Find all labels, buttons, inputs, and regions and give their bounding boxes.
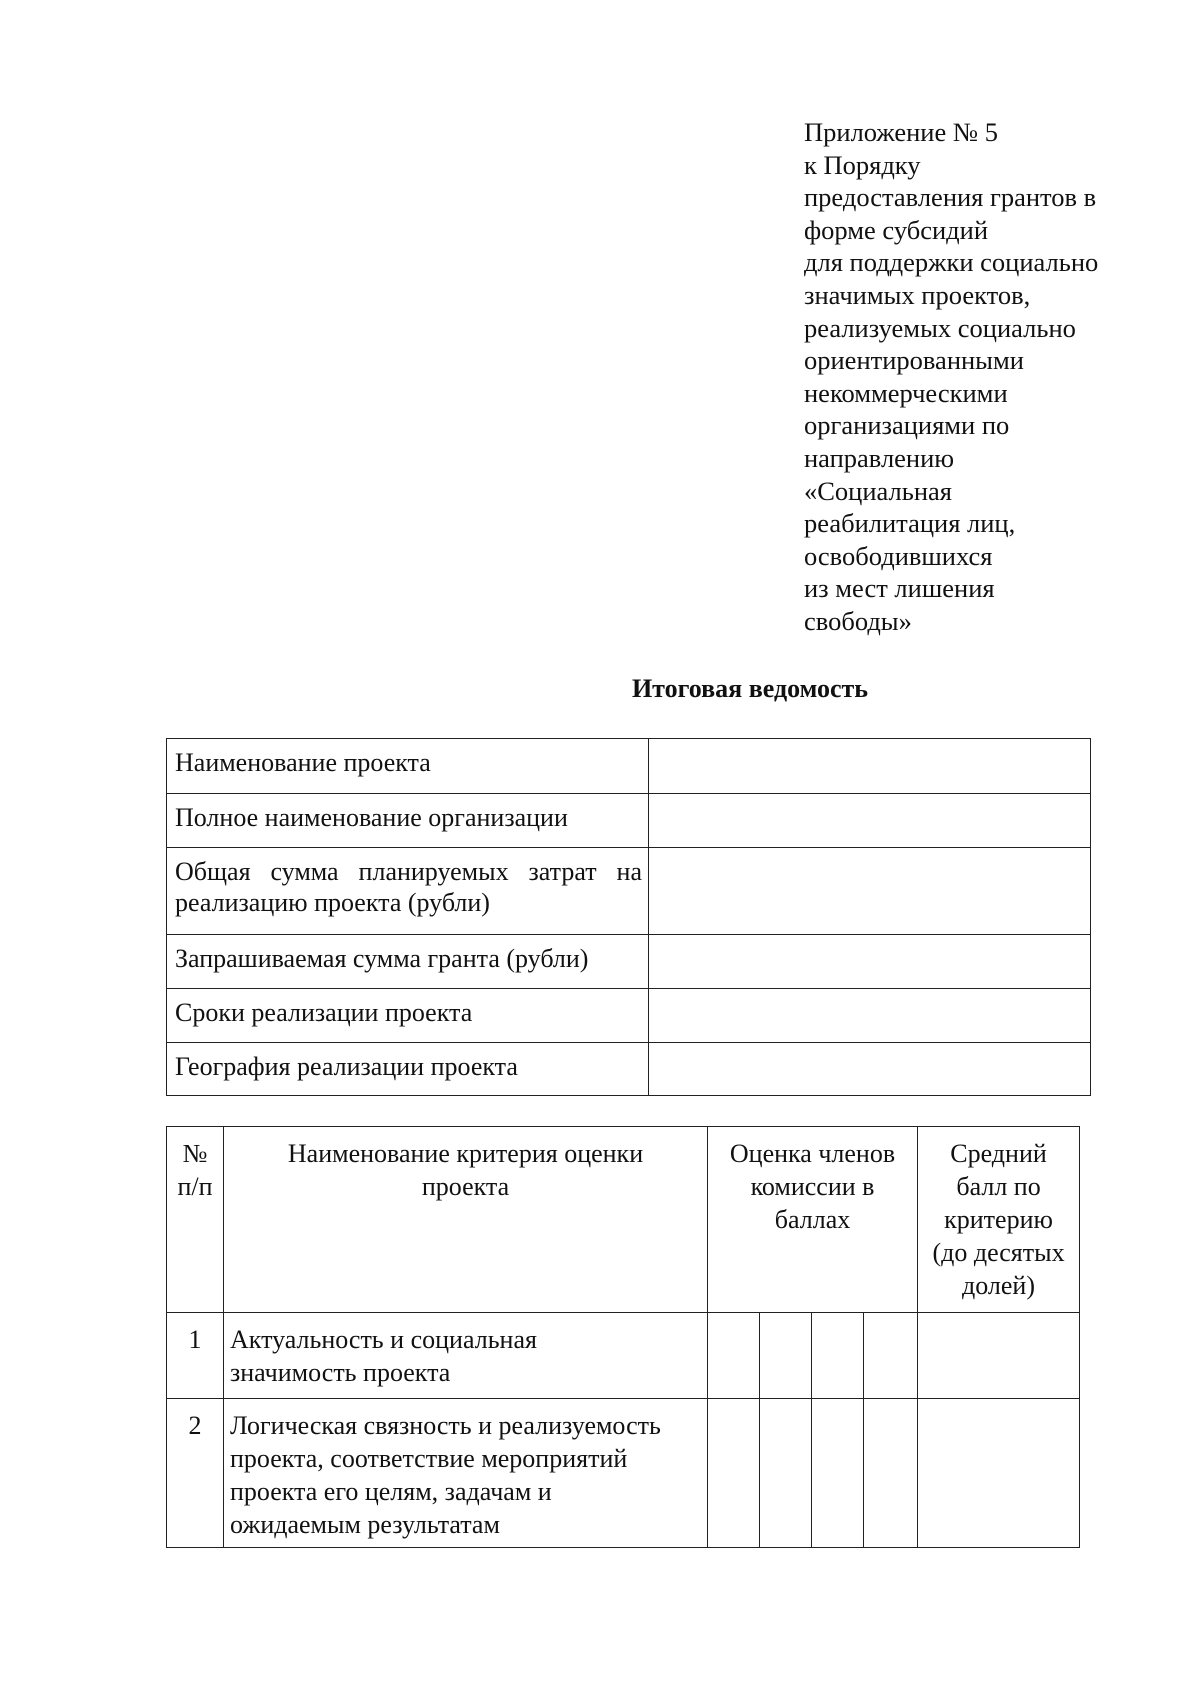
appendix-line: «Социальная xyxy=(804,475,952,506)
appendix-line: освободившихся xyxy=(804,540,993,571)
criteria-name-line: значимость проекта xyxy=(230,1358,451,1387)
appendix-line: значимых проектов, xyxy=(804,279,1031,310)
appendix-line: некоммерческими xyxy=(804,377,1008,408)
header-avg-line: балл по xyxy=(956,1172,1041,1201)
header-score-line: Оценка членов xyxy=(729,1139,896,1168)
criteria-row xyxy=(167,1399,1080,1548)
info-label xyxy=(167,935,649,989)
info-label-line: Запрашиваемая сумма гранта (рубли) xyxy=(175,944,589,973)
appendix-line: организациями по xyxy=(804,410,1010,441)
document-title: Итоговая ведомость xyxy=(631,674,869,703)
info-value-field[interactable] xyxy=(649,848,1091,935)
info-value-field[interactable] xyxy=(649,794,1091,848)
header-avg-line: Средний xyxy=(950,1139,1047,1168)
info-label-line: реализацию проекта (рубли) xyxy=(175,888,490,917)
info-label-line: Сроки реализации проекта xyxy=(175,998,473,1027)
header-avg-line: долей) xyxy=(962,1271,1036,1300)
appendix-line: Приложение № 5 xyxy=(804,117,999,147)
info-row-geography xyxy=(167,1043,1091,1096)
header-name-line: проекта xyxy=(421,1172,510,1201)
info-row-timeline xyxy=(167,989,1091,1043)
criteria-row-name xyxy=(224,1399,708,1548)
info-label xyxy=(167,739,649,794)
appendix-line: для поддержки социально xyxy=(804,247,1099,278)
appendix-line: свободы» xyxy=(804,605,912,636)
criteria-row xyxy=(167,1313,1080,1399)
info-row-grant-amount xyxy=(167,935,1091,989)
info-value-field[interactable] xyxy=(649,739,1091,794)
header-num-line: п/п xyxy=(177,1172,213,1201)
info-label xyxy=(167,989,649,1043)
header-avg-line: (до десятых xyxy=(932,1238,1065,1267)
criteria-row-number: 2 xyxy=(167,1399,224,1548)
header-num xyxy=(167,1127,224,1313)
info-label-line: Наименование проекта xyxy=(175,748,431,777)
appendix-line: ориентированными xyxy=(804,345,1024,376)
info-label xyxy=(167,794,649,848)
info-row-total-cost xyxy=(167,848,1091,935)
header-avg-line: критерию xyxy=(944,1205,1053,1234)
info-row-organization xyxy=(167,794,1091,848)
criteria-name-line: проекта, соответствие мероприятий xyxy=(230,1444,628,1473)
header-num-line: № xyxy=(182,1139,208,1168)
appendix-line: форме субсидий xyxy=(804,214,989,245)
score-cell[interactable] xyxy=(760,1313,812,1399)
appendix-line: реализуемых социально xyxy=(804,312,1076,343)
info-label-line: География реализации проекта xyxy=(175,1052,518,1081)
score-cell[interactable] xyxy=(708,1313,760,1399)
info-label-line: Общая сумма планируемых затрат на xyxy=(175,857,642,886)
appendix-header xyxy=(804,116,1144,638)
score-cell[interactable] xyxy=(864,1399,918,1548)
info-label-line: Полное наименование организации xyxy=(175,803,568,832)
info-label xyxy=(167,848,649,935)
header-commission-scores xyxy=(708,1127,918,1313)
criteria-name-line: ожидаемым результатам xyxy=(230,1510,500,1539)
info-row-project-name xyxy=(167,739,1091,794)
info-value-field[interactable] xyxy=(649,989,1091,1043)
project-info-table xyxy=(166,738,1091,1096)
criteria-name-line: Актуальность и социальная xyxy=(230,1325,537,1354)
average-score-cell[interactable] xyxy=(918,1313,1080,1399)
criteria-name-line: Логическая связность и реализуемость xyxy=(230,1411,661,1440)
appendix-line: из мест лишения xyxy=(804,573,995,604)
appendix-line: реабилитация лиц, xyxy=(804,508,1016,539)
score-cell[interactable] xyxy=(708,1399,760,1548)
average-score-cell[interactable] xyxy=(918,1399,1080,1548)
score-cell[interactable] xyxy=(760,1399,812,1548)
criteria-row-number: 1 xyxy=(167,1313,224,1399)
score-cell[interactable] xyxy=(864,1313,918,1399)
appendix-line: к Порядку xyxy=(804,149,921,180)
header-name-line: Наименование критерия оценки xyxy=(287,1139,644,1168)
info-value-field[interactable] xyxy=(649,1043,1091,1096)
score-cell[interactable] xyxy=(812,1313,864,1399)
appendix-line: направлению xyxy=(804,442,955,473)
info-value-field[interactable] xyxy=(649,935,1091,989)
score-cell[interactable] xyxy=(812,1399,864,1548)
criteria-row-name xyxy=(224,1313,708,1399)
header-score-line: баллах xyxy=(774,1205,851,1234)
criteria-table xyxy=(166,1126,1080,1548)
appendix-line: предоставления грантов в xyxy=(804,182,1097,213)
header-score-line: комиссии в xyxy=(750,1172,875,1201)
header-criterion-name xyxy=(224,1127,708,1313)
header-average-score xyxy=(918,1127,1080,1313)
criteria-name-line: проекта его целям, задачам и xyxy=(230,1477,552,1506)
info-label xyxy=(167,1043,649,1096)
criteria-header-row xyxy=(167,1127,1080,1313)
